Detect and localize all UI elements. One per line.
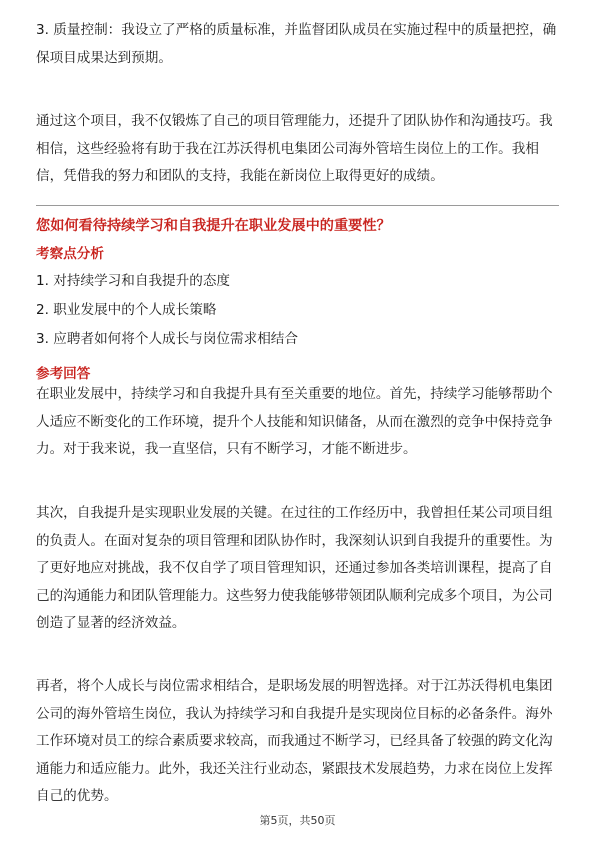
answer-paragraph: 其次，自我提升是实现职业发展的关键。在过往的工作经历中，我曾担任某公司项目组的负责人。在面对复杂的项目管理和团队协作时，我深刻认识到自我提升的重要性。为了更好地应对挑战，我不仅自学了项目管理知识，还通过参加各类培训课程，提高了自己的沟通能力和团队管理能力。这些努力使我能够带领团队顺利完成多个项目，为公司创造了显著的经济效益。	[36, 505, 553, 632]
answer-paragraph: 再者，将个人成长与岗位需求相结合，是职场发展的明智选择。对于江苏沃得机电集团公司的海外管培生岗位，我认为持续学习和自我提升是实现岗位目标的必备条件。海外工作环境对员工的综合素质要求较高，而我通过不断学习，已经具备了较强的跨文化沟通能力和适应能力。此外，我还关注行业动态，紧跟技术发展趋势，力求在岗位上发挥自己的优势。	[36, 678, 553, 805]
answer-heading: 参考回答	[36, 366, 91, 382]
points-list	[36, 267, 559, 354]
quality-control-item: 3. 质量控制：我设立了严格的质量标准，并监督团队成员在实施过程中的质量把控，确保项目成果达到预期。	[36, 22, 557, 66]
section-divider	[36, 205, 559, 206]
points-heading: 考察点分析	[36, 246, 104, 262]
point-item: 2. 职业发展中的个人成长策略	[36, 302, 217, 318]
point-item: 1. 对持续学习和自我提升的态度	[36, 273, 231, 289]
page-number: 第5页，共50页	[259, 814, 336, 827]
question-title: 您如何看待持续学习和自我提升在职业发展中的重要性？	[36, 218, 391, 234]
answer-paragraph: 在职业发展中，持续学习和自我提升具有至关重要的地位。首先，持续学习能够帮助个人适应不断变化的工作环境，提升个人技能和知识储备，从而在激烈的竞争中保持竞争力。对于我来说，我一直坚信，只有不断学习，才能不断进步。	[36, 386, 553, 458]
project-summary-paragraph: 通过这个项目，我不仅锻炼了自己的项目管理能力，还提升了团队协作和沟通技巧。我相信，这些经验将有助于我在江苏沃得机电集团公司海外管培生岗位上的工作。我相信，凭借我的努力和团队的支持，我能在新岗位上取得更好的成绩。	[36, 113, 553, 185]
point-item: 3. 应聘者如何将个人成长与岗位需求相结合	[36, 331, 298, 347]
